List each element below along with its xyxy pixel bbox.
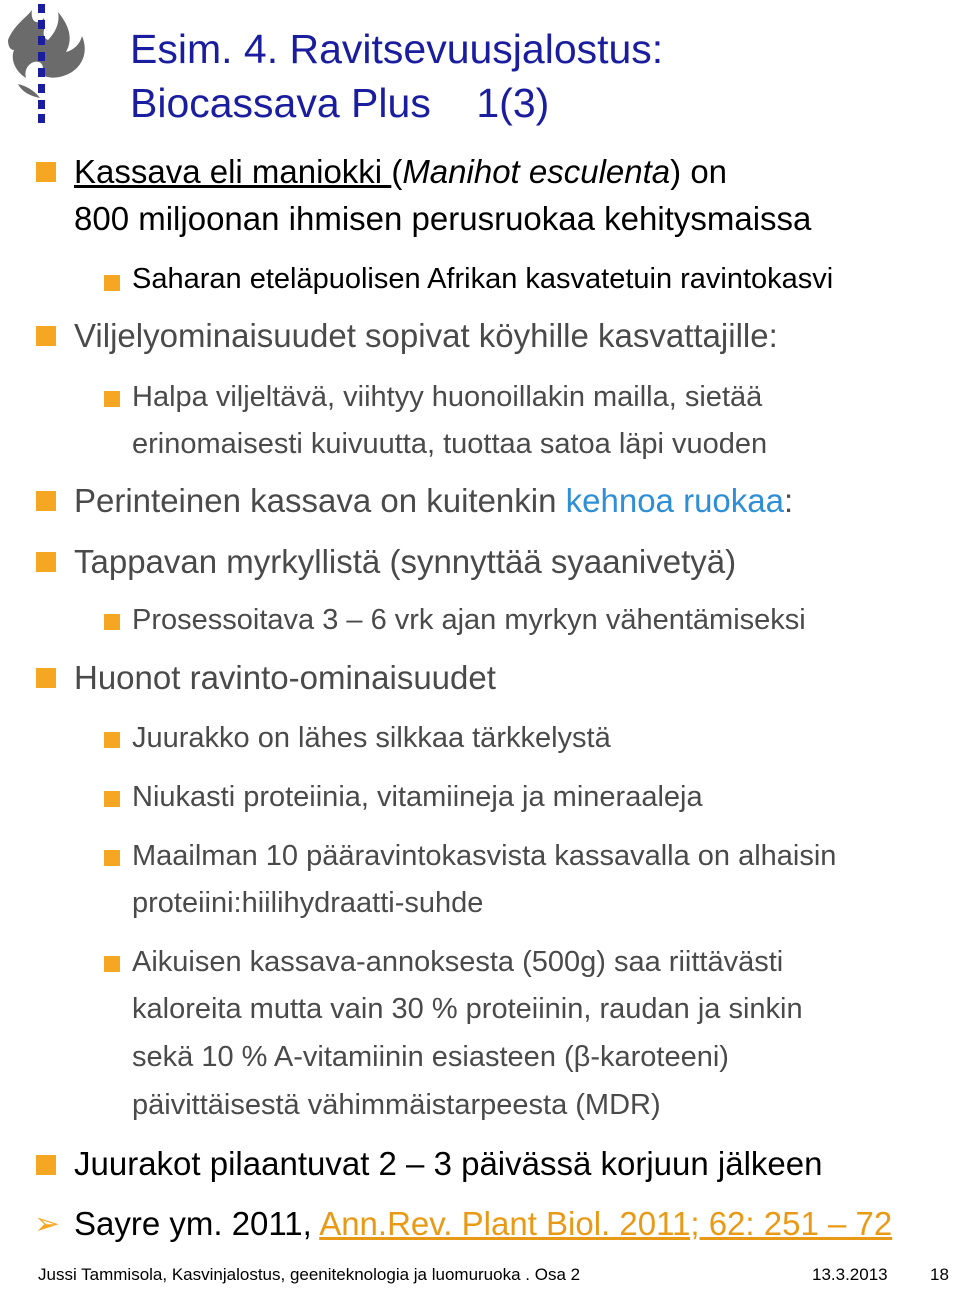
latin-name: Manihot esculenta (402, 153, 671, 190)
bullet-square-icon (36, 1155, 56, 1175)
sub-bullet-square-icon (104, 391, 120, 407)
bullet-square-icon (36, 162, 56, 182)
sub-bullet-africa: Saharan eteläpuolisen Afrikan kasvatetuin ravintokasvi (132, 263, 834, 295)
bullet-poor-food-end: : (783, 482, 794, 519)
sub-bullet-serving-line1: Aikuisen kassava-annoksesta (500g) saa riittävästi (132, 946, 784, 978)
reference-link[interactable]: Ann.Rev. Plant Biol. 2011; 62: 251 – 72 (319, 1205, 893, 1242)
sub-bullet-starch: Juurakko on lähes silkkaa tärkkelystä (132, 722, 611, 754)
university-logo (0, 0, 120, 125)
slide-title-line1: Esim. 4. Ravitsevuusjalostus: (130, 26, 664, 72)
sub-bullet-ratio-line1: Maailman 10 pääravintokasvista kassavalla on alhaisin (132, 840, 837, 872)
bullet-square-icon (36, 491, 56, 511)
sub-bullet-square-icon (104, 275, 120, 291)
bullet-poor-food (74, 481, 793, 521)
sub-bullet-square-icon (104, 850, 120, 866)
sub-bullet-cheap-line1: Halpa viljeltävä, viihtyy huonoillakin mailla, sietää (132, 381, 763, 413)
sub-bullet-serving-line2: kaloreita mutta vain 30 % proteiinin, raudan ja sinkin (132, 993, 803, 1025)
arrow-bullet-icon: ➢ (34, 1206, 60, 1241)
sub-bullet-square-icon (104, 791, 120, 807)
footer-date: 13.3.2013 (812, 1265, 888, 1284)
footer-author: Jussi Tammisola, Kasvinjalostus, geeniteknologia ja luomuruoka . Osa 2 (38, 1265, 581, 1284)
bullet-square-icon (36, 326, 56, 346)
sub-bullet-ratio-line2: proteiini:hiilihydraatti-suhde (132, 887, 484, 919)
sub-bullet-square-icon (104, 614, 120, 630)
bullet-poor-food-start: Perinteinen kassava on kuitenkin (74, 482, 566, 519)
sub-bullet-serving-line4: päivittäisestä vähimmäistarpeesta (MDR) (132, 1089, 661, 1121)
bullet-cassava-end: ) on (670, 153, 728, 190)
sub-bullet-cheap-line2: erinomaisesti kuivuutta, tuottaa satoa läpi vuoden (132, 428, 768, 460)
sub-bullet-square-icon (104, 956, 120, 972)
bullet-spoilage: Juurakot pilaantuvat 2 – 3 päivässä korjuun jälkeen (74, 1145, 823, 1182)
sub-bullet-processing: Prosessoitava 3 – 6 vrk ajan myrkyn vähentämiseksi (132, 604, 806, 636)
sub-bullet-square-icon (104, 732, 120, 748)
bullet-cassava (74, 152, 727, 192)
bullet-cassava-line2: 800 miljoonan ihmisen perusruokaa kehitysmaissa (74, 200, 812, 237)
slide-title-line2: Biocassava Plus 1(3) (130, 80, 550, 126)
poor-food-highlight: kehnoa ruokaa (565, 482, 784, 519)
bullet-nutrition: Huonot ravinto-ominaisuudet (74, 659, 496, 696)
bullet-toxic: Tappavan myrkyllistä (synnyttää syaanivetyä) (74, 543, 737, 580)
bullet-cultivation: Viljelyominaisuudet sopivat köyhille kasvattajille: (74, 317, 778, 354)
bullet-square-icon (36, 552, 56, 572)
footer-page-number: 18 (930, 1265, 949, 1284)
sub-bullet-serving-line3: sekä 10 % A-vitamiinin esiasteen (β-karoteeni) (132, 1041, 729, 1073)
cassava-term: Kassava eli maniokki (74, 153, 392, 190)
sub-bullet-protein: Niukasti proteiinia, vitamiineja ja mineraaleja (132, 781, 703, 813)
latin-open: ( (391, 153, 403, 190)
reference (74, 1204, 892, 1244)
slide-title (130, 22, 663, 130)
bullet-square-icon (36, 668, 56, 688)
reference-start: Sayre ym. 2011, (74, 1205, 320, 1242)
